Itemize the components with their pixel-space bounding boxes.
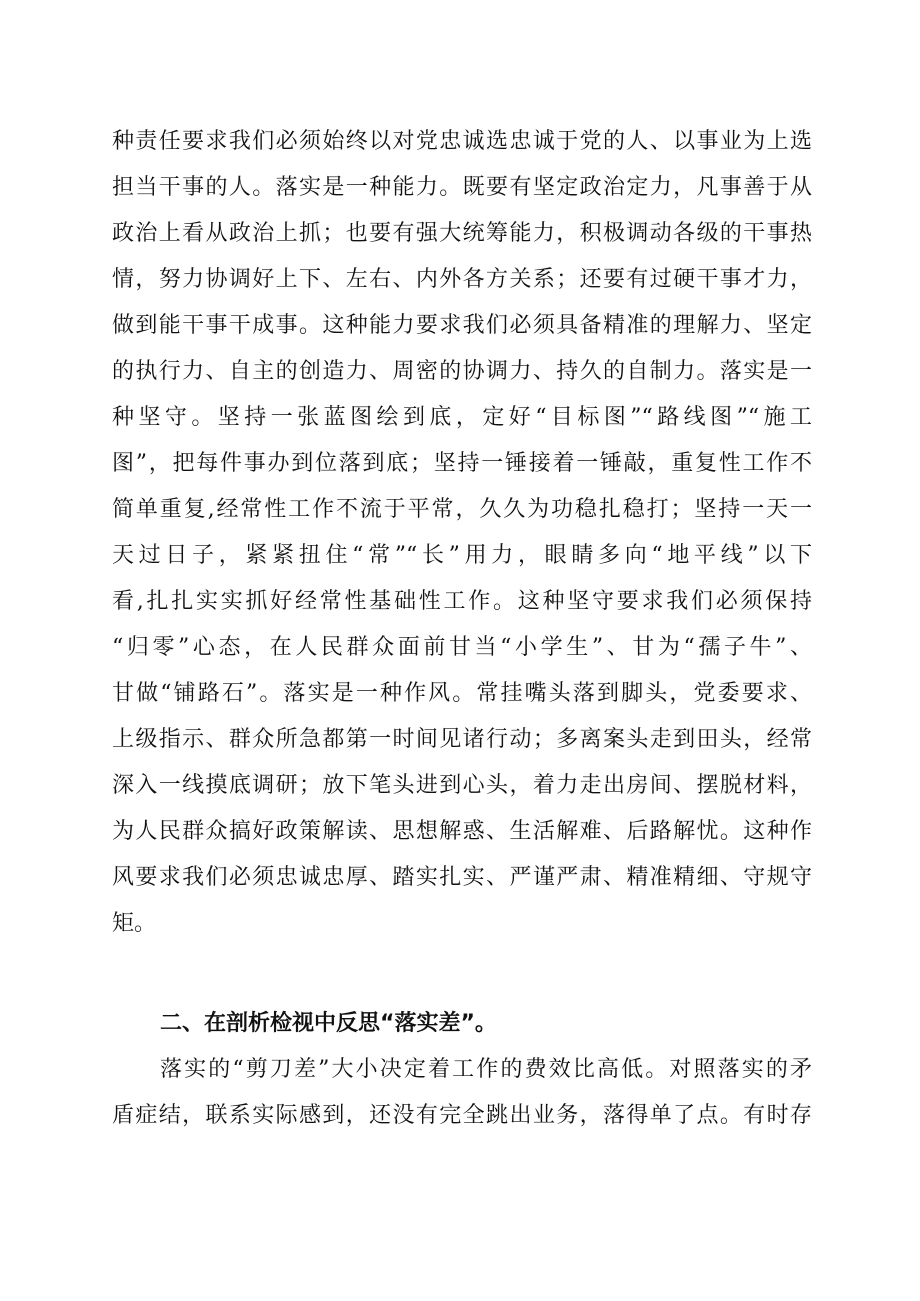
paragraph-line: 深入一线摸底调研；放下笔头进到心头，着力走出房间、摆脱材料，: [112, 773, 812, 798]
paragraph-line: 落实的“剪刀差”大小决定着工作的费效比高低。对照落实的矛: [160, 1057, 812, 1082]
paragraph-line: 的执行力、自主的创造力、周密的协调力、持久的自制力。落实是一: [112, 359, 812, 384]
paragraph-line: 种坚守。坚持一张蓝图绘到底，定好“目标图”“路线图”“施工: [112, 405, 812, 430]
paragraph-line: 天过日子，紧紧扭住“常”“长”用力，眼睛多向“地平线”以下: [112, 543, 812, 568]
paragraph-line: 盾症结，联系实际感到，还没有完全跳出业务，落得单了点。有时存: [112, 1103, 812, 1128]
paragraph-line: 风要求我们必须忠诚忠厚、踏实扎实、严谨严肃、精准精细、守规守: [112, 865, 812, 890]
paragraph-line: 种责任要求我们必须始终以对党忠诚选忠诚于党的人、以事业为上选: [112, 129, 812, 154]
paragraph-line: 做到能干事干成事。这种能力要求我们必须具备精准的理解力、坚定: [112, 313, 812, 338]
paragraph-line: 矩。: [112, 911, 157, 936]
paragraph-line: 为人民群众搞好政策解读、思想解惑、生活解难、后路解忧。这种作: [112, 819, 812, 844]
paragraph-line: 情，努力协调好上下、左右、内外各方关系；还要有过硬干事才力，: [112, 267, 812, 292]
paragraph-line: 政治上看从政治上抓；也要有强大统筹能力，积极调动各级的干事热: [112, 221, 812, 246]
paragraph-line: 甘做“铺路石”。落实是一种作风。常挂嘴头落到脚头，党委要求、: [112, 681, 812, 706]
paragraph-line: 简单重复,经常性工作不流于平常，久久为功稳扎稳打；坚持一天一: [112, 497, 812, 522]
paragraph-line: 担当干事的人。落实是一种能力。既要有坚定政治定力，凡事善于从: [112, 175, 812, 200]
paragraph-line: 看,扎扎实实抓好经常性基础性工作。这种坚守要求我们必须保持: [112, 589, 812, 614]
paragraph-line: 图”，把每件事办到位落到底；坚持一锤接着一锤敲，重复性工作不: [112, 451, 812, 476]
paragraph-line: 上级指示、群众所急都第一时间见诸行动；多离案头走到田头，经常: [112, 727, 812, 752]
section-heading: 二、在剖析检视中反思“落实差”。: [160, 1011, 497, 1036]
paragraph-line: “归零”心态，在人民群众面前甘当“小学生”、甘为“孺子牛”、: [112, 635, 812, 660]
